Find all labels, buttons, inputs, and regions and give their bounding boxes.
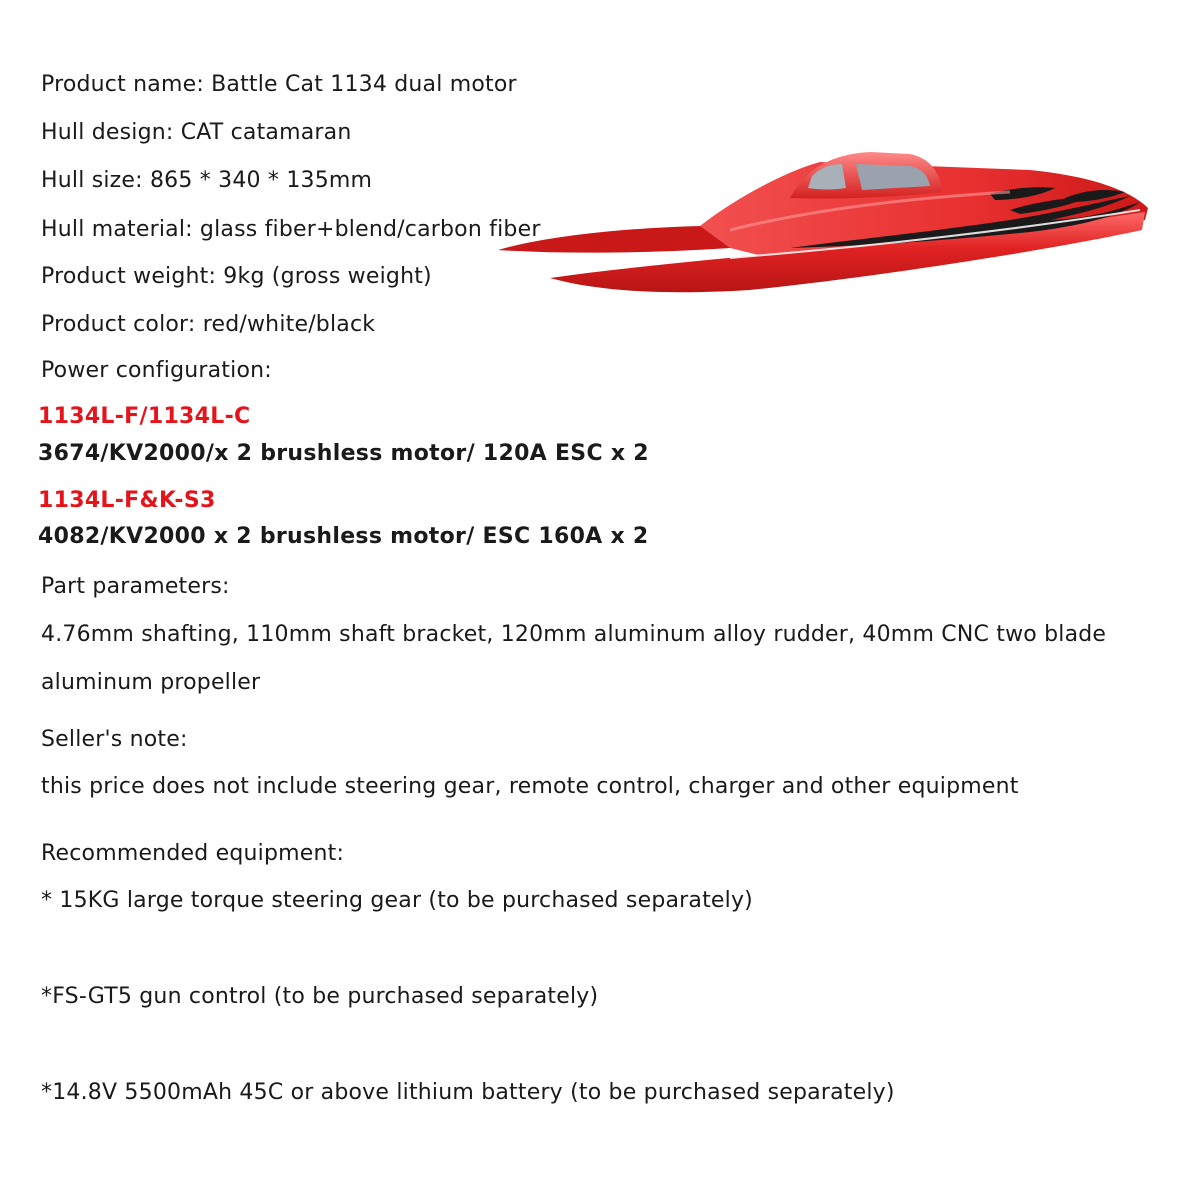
- power-detail-1: 3674/KV2000/x 2 brushless motor/ 120A ESC x 2: [38, 441, 649, 466]
- spec-product-color: Product color: red/white/black: [41, 312, 376, 337]
- parts-line-1: 4.76mm shafting, 110mm shaft bracket, 120mm aluminum alloy rudder, 40mm CNC two blade: [41, 622, 1107, 647]
- recommended-item: *FS-GT5 gun control (to be purchased separately): [41, 984, 599, 1009]
- parts-line-2: aluminum propeller: [41, 670, 261, 695]
- note-text: this price does not include steering gear, remote control, charger and other equipment: [41, 774, 1019, 799]
- recommended-item: * 15KG large torque steering gear (to be purchased separately): [41, 888, 753, 913]
- spec-power-configuration: Power configuration:: [41, 358, 272, 383]
- spec-product-weight: Product weight: 9kg (gross weight): [41, 264, 432, 289]
- note-heading: Seller's note:: [41, 727, 188, 752]
- boat-image: [490, 140, 1160, 300]
- spec-product-name: Product name: Battle Cat 1134 dual motor: [41, 72, 517, 97]
- power-model-1: 1134L-F/1134L-C: [38, 404, 251, 429]
- spec-hull-size: Hull size: 865 * 340 * 135mm: [41, 168, 373, 193]
- recommended-heading: Recommended equipment:: [41, 841, 345, 866]
- recommended-item: *14.8V 5500mAh 45C or above lithium battery (to be purchased separately): [41, 1080, 895, 1105]
- power-model-2: 1134L-F&K-S3: [38, 488, 216, 513]
- spec-hull-material: Hull material: glass fiber+blend/carbon fiber: [41, 217, 541, 242]
- boat-rear-pontoon: [498, 226, 740, 253]
- power-detail-2: 4082/KV2000 x 2 brushless motor/ ESC 160A x 2: [38, 524, 649, 549]
- parts-heading: Part parameters:: [41, 574, 230, 599]
- spec-hull-design: Hull design: CAT catamaran: [41, 120, 352, 145]
